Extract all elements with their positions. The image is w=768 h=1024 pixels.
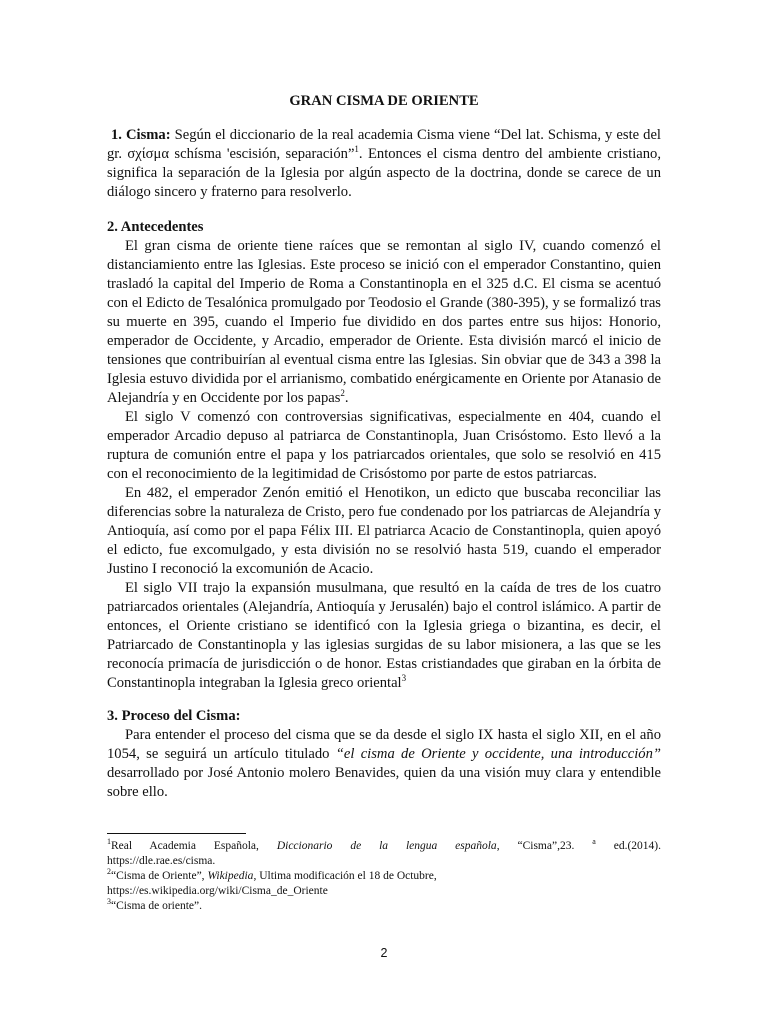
footnote-1-text-b: , “Cisma”,23. <box>496 840 593 852</box>
document-title: GRAN CISMA DE ORIENTE <box>289 93 479 109</box>
section1-text-a: Según el diccionario de la real academia Cisma viene “Del lat. Schisma, y este del gr. σχίσμα schísma 'escisión, separación” <box>107 127 661 162</box>
section-proceso <box>107 707 661 802</box>
footnote-2-link[interactable]: https://es.wikipedia.org/wiki/Cisma_de_Oriente <box>107 885 328 897</box>
section3-paragraph-1 <box>107 726 661 802</box>
footnote-ref-1[interactable]: 1 <box>354 144 359 155</box>
page-number: 2 <box>380 946 388 960</box>
section2-p1-text: El gran cisma de oriente tiene raíces que se remontan al siglo IV, cuando comenzó el distanciamiento entre las Iglesias. Este proceso se inició con el emperador Constantino, quien trasladó la capital del Imperio de Roma a Constantinopla en el 325 d.C. El cisma se acentuó con el Edicto de Tesalónica promulgado por Teodosio el Grande (380-395), y se formalizó tras su muerte en 395, cuando el Imperio fue dividido en dos partes entre sus hijos: Honorio, emperador de Occidente, y Arcadio, emperador de Oriente. Esta división marcó el inicio de tensiones que contribuirían al eventual cisma entre las Iglesias. Sin obviar que de 343 a 398 la Iglesia estuvo dividida por el arrianismo, combatido enérgicamente en Oriente por Atanasio de Alejandría y en Occidente por los papas <box>107 238 661 406</box>
section-antecedentes <box>107 218 661 693</box>
section2-heading: 2. Antecedentes <box>107 219 204 235</box>
footnote-2-text-b: , Ultima modificación el 18 de Octubre, <box>253 870 437 882</box>
section2-paragraph-3: En 482, el emperador Zenón emitió el Henotikon, un edicto que buscaba reconciliar las diferencias sobre la naturaleza de Cristo, pero fue condenado por los patriarcas de Alejandría y Antioquía, así como por el papa Félix III. El patriarca Acacio de Constantinopla, quien apoyó el edicto, fue excomulgado, y esta división no se resolvió hasta 519, cuando el emperador Justino I reconoció la excomunión de Acacio. <box>107 485 661 577</box>
footnote-ref-2[interactable]: 2 <box>340 388 345 399</box>
section1-text-b: . Entonces el cisma dentro del ambiente cristiano, significa la separación de la Iglesia por algún aspecto de la doctrina, donde se carece de un diálogo sincero y fraterno para resolverlo. <box>107 146 661 200</box>
footnote-3 <box>107 899 661 914</box>
footnote-2 <box>107 869 661 884</box>
footnote-2-italic: Wikipedia <box>207 870 254 882</box>
section2-p1-end: . <box>344 390 349 406</box>
section2-p4-text: El siglo VII trajo la expansión musulmana, que resultó en la caída de tres de los cuatro patriarcados orientales (Alejandría, Antioquía y Jerusalén) bajo el control islámico. A partir de entonces, el Oriente cristiano se identificó con la Iglesia griega o bizantina, es decir, el Patriarcado de Constantinopla y las iglesias surgidas de su labor misionera, a las que se les reconocía primacía de jurisdicción o de honor. Estas cristiandades que giraban en la órbita de Constantinopla integraban la Iglesia greco oriental <box>107 580 661 691</box>
footnote-1-number: 1 <box>107 837 111 847</box>
footnotes <box>107 839 661 914</box>
section2-paragraph-2: El siglo V comenzó con controversias significativas, especialmente en 404, cuando el emperador Arcadio depuso al patriarca de Constantinopla, Juan Crisóstomo. Esto llevó a la ruptura de comunión entre el papa y los patriarcados orientales, que solo se resolvió en 415 con el reconocimiento de la legitimidad de Crisóstomo por parte de estos patriarcas. <box>107 409 661 482</box>
footnote-ref-3[interactable]: 3 <box>401 673 407 684</box>
footnote-3-number: 3 <box>107 897 111 907</box>
footnote-3-text: “Cisma de oriente”. <box>111 900 203 912</box>
document-page <box>107 0 661 1024</box>
section3-heading: 3. Proceso del Cisma: <box>107 708 241 724</box>
footnote-1 <box>107 839 661 854</box>
footnote-1-sup: a <box>592 837 596 847</box>
section-cisma <box>107 126 661 202</box>
footnote-1-text-a: Real Academia Española, <box>111 840 277 852</box>
section2-paragraph-4 <box>107 579 661 693</box>
section1-heading: 1. Cisma: <box>111 127 171 143</box>
article-title: “el cisma de Oriente y occidente, una introducción” <box>335 746 662 762</box>
footnote-1-italic: Diccionario de la lengua española <box>276 840 497 852</box>
section3-p1-a: Para entender el proceso del cisma que se da desde el siglo IX hasta el siglo XII, en el año 1054, se seguirá un artículo titulado <box>107 727 661 762</box>
footnote-separator <box>107 833 246 834</box>
footnote-2-number: 2 <box>107 867 111 877</box>
section3-p1-b: desarrollado por José Antonio molero Benavides, quien da una visión muy clara y entendible sobre ello. <box>107 765 661 800</box>
section2-paragraph-1 <box>107 237 661 408</box>
footnote-1-text-c: ed.(2014). <box>595 840 661 852</box>
footnote-2-text-a: “Cisma de Oriente”, <box>111 870 208 882</box>
section1-paragraph <box>107 126 661 202</box>
footnote-1-link[interactable]: https://dle.rae.es/cisma. <box>107 855 216 867</box>
